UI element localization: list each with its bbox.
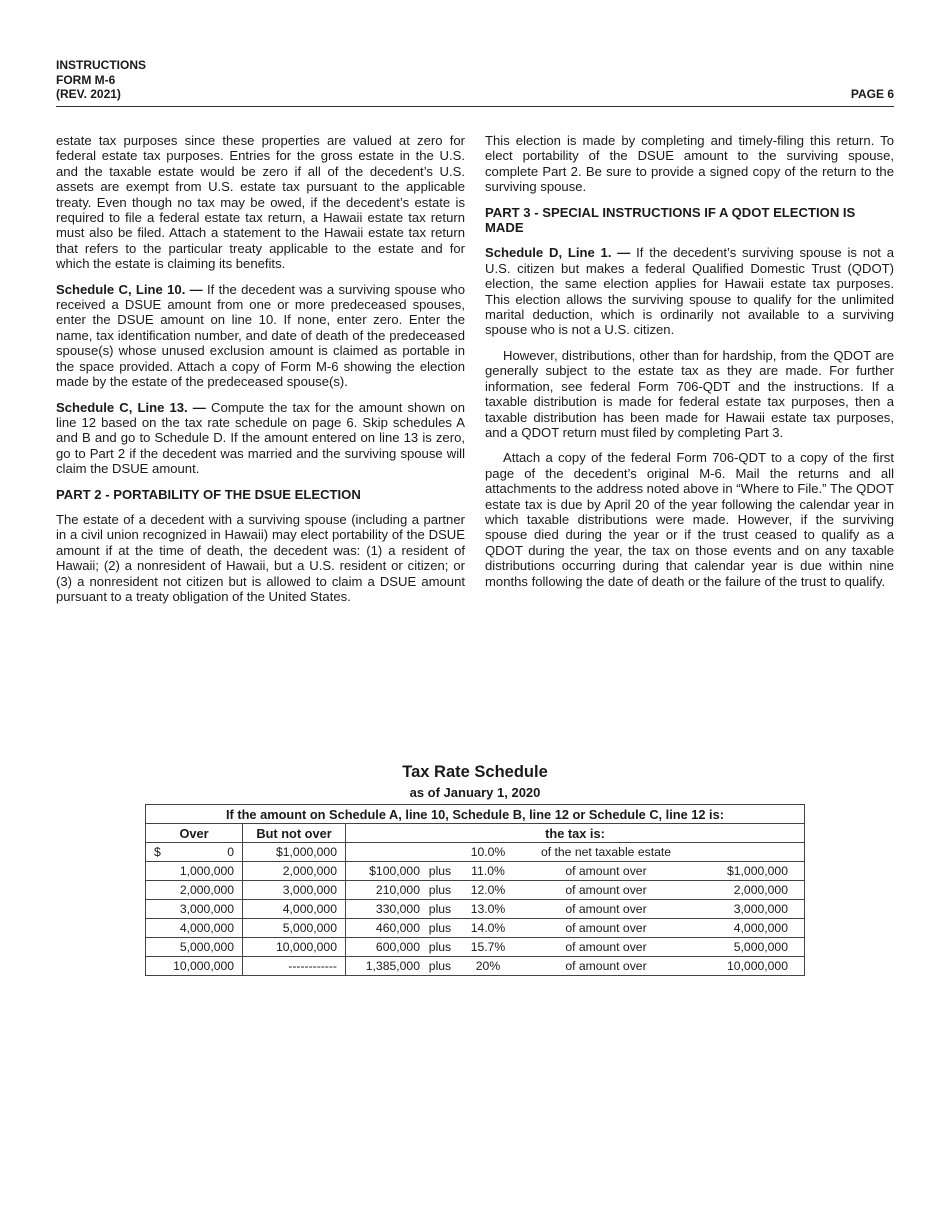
base-tax: 210,000 [375,883,420,897]
base-tax: $100,000 [369,864,420,878]
threshold-amount: 3,000,000 [733,902,788,916]
plus-label: plus [428,883,452,897]
tax-rate: 12.0% [470,883,506,897]
tax-rate: 14.0% [470,921,506,935]
not-over-value: ------------ [243,957,346,976]
not-over-value: 3,000,000 [243,881,346,900]
tax-rate: 10.0% [470,845,506,859]
table-row [146,843,805,862]
paragraph-schedule-c-line-10 [56,282,465,390]
not-over-value: 5,000,000 [243,919,346,938]
threshold-amount: 2,000,000 [733,883,788,897]
lead-schedule-c-line-10: Schedule C, Line 10. — [56,281,203,297]
header-revision: (REV. 2021) [56,87,121,101]
column-header-over: Over [146,824,243,843]
plus-label: plus [428,940,452,954]
table-caption: If the amount on Schedule A, line 10, Schedule B, line 12 or Schedule C, line 12 is: [146,805,805,824]
text-schedule-c-line-10: If the decedent was a surviving spouse who received a DSUE amount from one or more predeceased spouses, enter the DSUE amount on line 10. If none, enter zero. Enter the name, tax identification number, and date of death of the predeceased spouse(s) whose unused exclusion amount is claimed as portable in the space provided. Attach a copy of Form M-6 showing the election made by the estate of the predeceased spouse(s). [56,281,465,390]
header-instructions: INSTRUCTIONS [56,58,146,72]
tax-rate-description: of the net taxable estate [540,845,672,859]
tax-rate: 20% [475,959,501,973]
plus-label: plus [428,902,452,916]
table-row [146,881,805,900]
of-amount-over-label: of amount over [565,902,647,916]
of-amount-over-label: of amount over [565,864,647,878]
lead-schedule-c-line-13: Schedule C, Line 13. — [56,399,206,415]
over-value: 2,000,000 [146,881,243,900]
schedule-title: Tax Rate Schedule [402,763,548,781]
threshold-amount: 5,000,000 [733,940,788,954]
heading-part-2: PART 2 - PORTABILITY OF THE DSUE ELECTION [56,486,361,502]
paragraph-schedule-d-line-1 [485,245,894,337]
threshold-amount: $1,000,000 [726,864,788,878]
of-amount-over-label: of amount over [565,940,647,954]
page-number: PAGE 6 [850,87,894,101]
table-row [146,957,805,976]
left-column [56,133,465,614]
table-row [146,900,805,919]
header-form-id: FORM M-6 [56,72,116,87]
paragraph-schedule-c-line-13 [56,400,465,477]
of-amount-over-label: of amount over [565,959,647,973]
not-over-value: 2,000,000 [243,862,346,881]
tax-rate: 13.0% [470,902,506,916]
schedule-subtitle: as of January 1, 2020 [409,785,541,800]
table-row [146,938,805,957]
threshold-amount: 10,000,000 [726,959,788,973]
of-amount-over-label: of amount over [565,921,647,935]
lead-schedule-d-line-1: Schedule D, Line 1. — [485,245,631,261]
paragraph-treaty: estate tax purposes since these properties are valued at zero for federal estate tax purposes. Entries for the gross estate in the U.S. and the taxable estate would be zero if all of the decedent’s U.S. assets are exempt from U.S. estate tax pursuant to the applicable treaty. Even though no tax may be owed, if the decedent’s estate is required to file a federal estate tax return, a Hawaii estate tax return must also be filed. Attach a statement to the Hawaii estate tax return that refers to the particular treaty applicable to the estate and for which the estate is claiming its benefits. [56,133,465,272]
base-tax: 1,385,000 [365,959,420,973]
heading-part-3: PART 3 - SPECIAL INSTRUCTIONS IF A QDOT ELECTION IS MADE [485,204,856,236]
text-schedule-d-line-1: If the decedent’s surviving spouse is not a U.S. citizen but makes a federal Qualified Domestic Trust (QDOT) election, the same election applies for Hawaii estate tax purposes. This election allows the surviving spouse to qualify for the unlimited marital deduction, which is ordinarily not available to a surviving spouse who is not a U.S. citizen. [485,245,894,338]
over-value: 3,000,000 [146,900,243,919]
not-over-value: 10,000,000 [243,938,346,957]
tax-rate: 15.7% [470,940,506,954]
plus-label: plus [428,959,452,973]
table-row [146,862,805,881]
not-over-value: $1,000,000 [243,843,346,862]
over-value: 5,000,000 [146,938,243,957]
tax-rate: 11.0% [471,864,505,878]
over-value: 4,000,000 [146,919,243,938]
right-column [485,133,894,599]
paragraph-portability: The estate of a decedent with a surviving spouse (including a partner in a civil union recognized in Hawaii) may elect portability of the DSUE amount if at the time of death, the decedent was: (1) a resident of Hawaii; (2) a nonresident of Hawaii, but a U.S. resident or citizen; or (3) a nonresident not citizen but is allowed to claim a DSUE amount pursuant to a treaty obligation of the United States. [56,511,465,604]
not-over-value: 4,000,000 [243,900,346,919]
plus-label: plus [428,864,452,878]
column-header-but-not-over: But not over [243,824,346,843]
table-row [146,919,805,938]
over-value: 10,000,000 [146,957,243,976]
text-schedule-c-line-13: Compute the tax for the amount shown on line 12 based on the tax rate schedule on page 6. Skip schedules A and B and go to Schedule D. If the amount entered on line 13 is zero, go to Part 2 if the decedent was married and the surviving spouse will claim the DSUE amount. [56,399,465,477]
header-divider [56,106,894,107]
paragraph-distributions: However, distributions, other than for hardship, from the QDOT are generally subject to the estate tax as they are made. For further information, see federal Form 706-QDT and the instructions. If a taxable distribution is made for federal estate tax purposes, then a taxable distribution has been made for Hawaii estate tax purposes, and a QDOT return must filed by completing Part 3. [485,347,894,440]
over-value: 0 [227,845,235,859]
paragraph-election: This election is made by completing and timely-filing this return. To elect portability of the DSUE amount to the surviving spouse, complete Part 2. Be sure to provide a signed copy of the return to the surviving spouse. [485,133,894,195]
of-amount-over-label: of amount over [565,883,647,897]
plus-label: plus [428,921,452,935]
form-header [56,58,146,102]
paragraph-attach-706-qdt: Attach a copy of the federal Form 706-QDT to a copy of the first page of the decedent’s original M-6. Mail the returns and all attachments to the address noted above in “Where to File.” The QDOT estate tax is due by April 20 of the year following the calendar year in which taxable distributions were made. However, if the surviving spouse died during the year or if the trust ceased to qualify as a QDOT during the year, the tax on those events and on any taxable distributions occurring during that calendar year is due within nine months following the date of death or the failure of the trust to qualify. [485,450,894,589]
base-tax: 600,000 [375,940,420,954]
base-tax: 460,000 [375,921,420,935]
column-header-tax: the tax is: [345,824,804,843]
over-value: 1,000,000 [146,862,243,881]
base-tax: 330,000 [375,902,420,916]
threshold-amount: 4,000,000 [733,921,788,935]
dollar-sign: $ [154,845,161,859]
tax-rate-table [145,804,805,976]
